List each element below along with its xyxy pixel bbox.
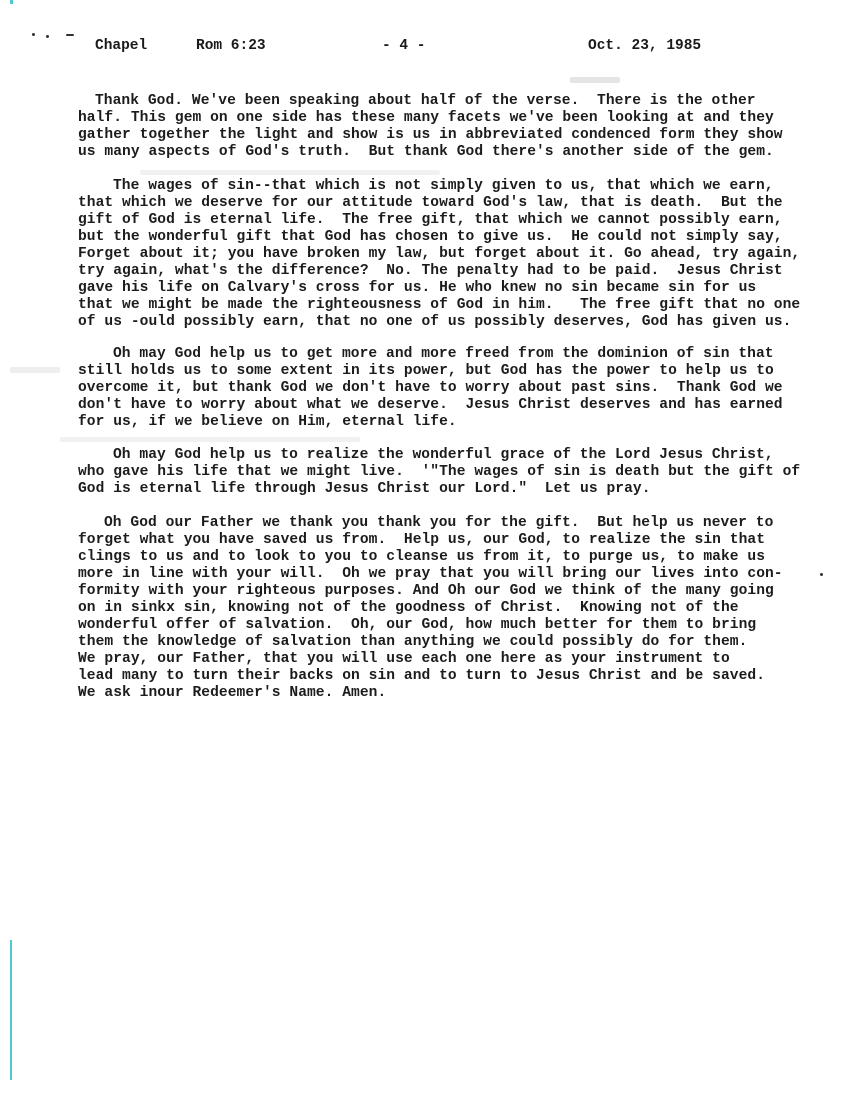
header-date: Oct. 23, 1985 xyxy=(588,38,702,54)
scan-smudge xyxy=(10,367,60,373)
scan-smudge xyxy=(60,437,360,442)
paragraph-line: on in sinkx sin, knowing not of the goodness of Christ. Knowing not of the xyxy=(78,600,739,616)
paragraph-line: Oh may God help us to realize the wonderful grace of the Lord Jesus Christ, xyxy=(113,447,774,463)
paragraph-line: Thank God. We've been speaking about half of the verse. There is the other xyxy=(95,93,756,109)
paragraph-line: try again, what's the difference? No. The penalty had to be paid. Jesus Christ xyxy=(78,263,783,279)
paragraph-line: clings to us and to look to you to cleanse us from it, to purge us, to make us xyxy=(78,549,765,565)
margin-line xyxy=(10,940,12,1080)
header-page-number: - 4 - xyxy=(382,38,426,54)
paragraph-line: Oh may God help us to get more and more freed from the dominion of sin that xyxy=(113,346,774,362)
paragraph-line: half. This gem on one side has these many facets we've been looking at and they xyxy=(78,110,774,126)
scan-mark xyxy=(32,33,35,36)
margin-line xyxy=(10,0,13,4)
scan-mark xyxy=(820,573,823,576)
header-chapel: Chapel xyxy=(95,38,148,54)
scan-mark xyxy=(66,34,74,36)
paragraph-line: that which we deserve for our attitude toward God's law, that is death. But the xyxy=(78,195,783,211)
paragraph-line: The wages of sin--that which is not simply given to us, that which we earn, xyxy=(113,178,774,194)
paragraph-line: gift of God is eternal life. The free gift, that which we cannot possibly earn, xyxy=(78,212,783,228)
paragraph-line: that we might be made the righteousness of God in him. The free gift that no one xyxy=(78,297,801,313)
paragraph-line: We pray, our Father, that you will use each one here as your instrument to xyxy=(78,651,730,667)
paragraph-line: Forget about it; you have broken my law, but forget about it. Go ahead, try again, xyxy=(78,246,801,262)
scan-smudge xyxy=(140,170,440,175)
paragraph-line: formity with your righteous purposes. And Oh our God we think of the many going xyxy=(78,583,774,599)
paragraph-line: gather together the light and show is us in abbreviated condenced form they show xyxy=(78,127,783,143)
paragraph-line: but the wonderful gift that God has chosen to give us. He could not simply say, xyxy=(78,229,783,245)
paragraph-line: of us -ould possibly earn, that no one of us possibly deserves, God has given us. xyxy=(78,314,792,330)
paragraph-line: them the knowledge of salvation than anything we could possibly do for them. xyxy=(78,634,748,650)
paragraph-line: God is eternal life through Jesus Christ our Lord." Let us pray. xyxy=(78,481,651,497)
paragraph-line: We ask inour Redeemer's Name. Amen. xyxy=(78,685,387,701)
paragraph-line: Oh God our Father we thank you thank you for the gift. But help us never to xyxy=(104,515,774,531)
paragraph-line: still holds us to some extent in its power, but God has the power to help us to xyxy=(78,363,774,379)
header-scripture-reference: Rom 6:23 xyxy=(196,38,266,54)
paragraph-line: more in line with your will. Oh we pray that you will bring our lives into con- xyxy=(78,566,783,582)
paragraph-line: wonderful offer of salvation. Oh, our God, how much better for them to bring xyxy=(78,617,757,633)
paragraph-line: forget what you have saved us from. Help us, our God, to realize the sin that xyxy=(78,532,765,548)
paragraph-line: us many aspects of God's truth. But thank God there's another side of the gem. xyxy=(78,144,774,160)
paragraph-line: for us, if we believe on Him, eternal life. xyxy=(78,414,457,430)
paragraph-line: who gave his life that we might live. '"The wages of sin is death but the gift of xyxy=(78,464,801,480)
paragraph-line: gave his life on Calvary's cross for us. He who knew no sin became sin for us xyxy=(78,280,757,296)
paragraph-line: overcome it, but thank God we don't have to worry about past sins. Thank God we xyxy=(78,380,783,396)
scan-smudge xyxy=(570,77,620,83)
paragraph-line: don't have to worry about what we deserve. Jesus Christ deserves and has earned xyxy=(78,397,783,413)
page-header xyxy=(0,38,853,58)
paragraph-line: lead many to turn their backs on sin and to turn to Jesus Christ and be saved. xyxy=(78,668,765,684)
